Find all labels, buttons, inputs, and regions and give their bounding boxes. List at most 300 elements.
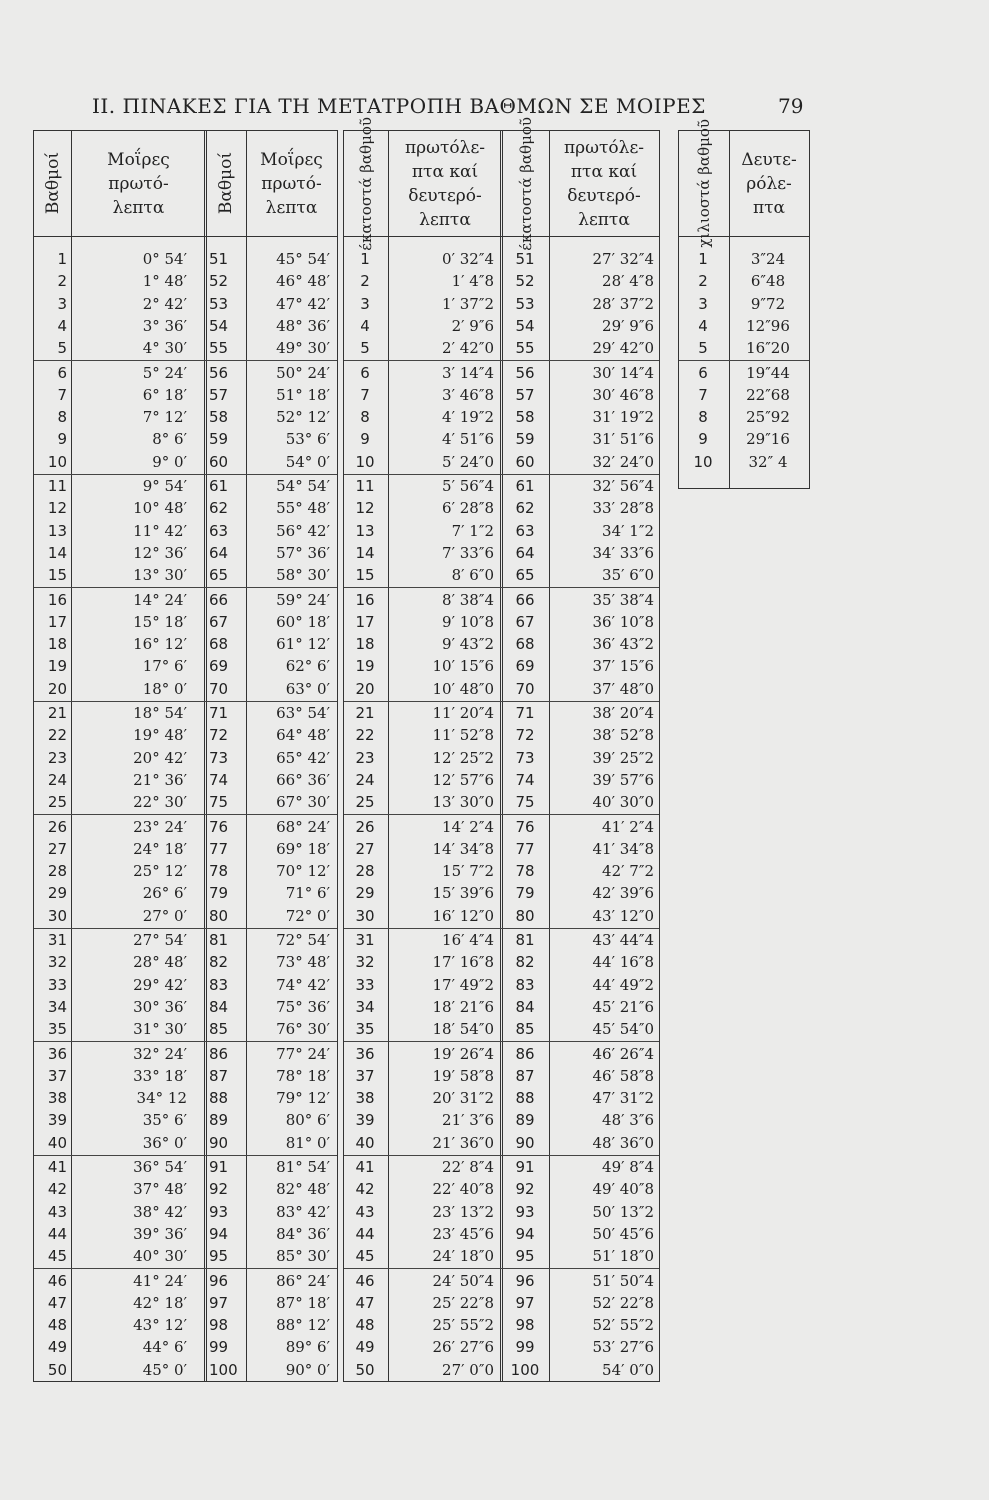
table-row — [34, 1314, 337, 1337]
table-row — [344, 1156, 659, 1179]
grade-cell: 50 — [47, 1360, 67, 1379]
degrees-cell: 34° 12 — [136, 1089, 187, 1108]
minsec-cell: 23′ 13″2 — [432, 1202, 494, 1221]
minsec-cell: 22′ 40″8 — [432, 1180, 494, 1199]
minsec-cell-right: 51′ 50″4 — [592, 1271, 654, 1290]
table-row — [34, 611, 337, 634]
seconds-cell: 32″ 4 — [748, 452, 788, 471]
degrees-cell: 1° 48′ — [142, 272, 187, 291]
grade-cell: 39 — [47, 1111, 67, 1130]
degrees-cell-right: 69° 18′ — [276, 839, 330, 858]
minsec-cell: 15′ 39″6 — [432, 884, 494, 903]
degrees-cell: 6° 18′ — [142, 385, 187, 404]
grade-cell: 46 — [47, 1271, 67, 1290]
hundredths-cell-right: 64 — [515, 543, 535, 562]
minsec-cell-right: 42′ 39″6 — [592, 884, 654, 903]
grade-cell-right: 86 — [209, 1044, 229, 1063]
hundredths-cell-right: 89 — [515, 1111, 535, 1130]
grade-cell-right: 88 — [209, 1089, 229, 1108]
grade-cell-right: 57 — [209, 385, 229, 404]
grades-header-right-label: Βαθμοί — [216, 152, 236, 215]
seconds-header-line1: Δευτε- — [741, 149, 797, 170]
degrees-cell-right: 71° 6′ — [285, 884, 330, 903]
grade-cell: 32 — [47, 953, 67, 972]
degrees-header-left-line3: λεπτα — [112, 197, 165, 218]
minsec-cell: 3′ 46″8 — [442, 385, 494, 404]
table-row — [344, 1223, 659, 1246]
minsec-cell: 18′ 54″0 — [432, 1020, 494, 1039]
minsec-cell-right: 46′ 26″4 — [592, 1044, 654, 1063]
minsec-cell: 1′ 37″2 — [442, 294, 494, 313]
degrees-cell-right: 54° 0′ — [285, 452, 330, 471]
table-row — [34, 747, 337, 770]
degrees-cell: 14° 24′ — [133, 590, 187, 609]
table-row — [344, 974, 659, 997]
minsec-cell-right: 34′ 1″2 — [602, 521, 654, 540]
minsec-cell-right: 36′ 10″8 — [592, 612, 654, 631]
table-row — [344, 769, 659, 792]
minsec-cell-right: 48′ 3″6 — [602, 1111, 654, 1130]
grade-cell: 4 — [57, 316, 67, 335]
table-row — [344, 248, 659, 271]
table-row — [34, 589, 337, 612]
seconds-cell: 25″92 — [746, 408, 790, 427]
table2-body — [344, 237, 659, 1382]
grade-cell: 19 — [47, 657, 67, 676]
degrees-cell: 26° 6′ — [142, 884, 187, 903]
seconds-header — [729, 131, 809, 236]
table-row — [344, 1178, 659, 1201]
hundredths-cell: 46 — [355, 1271, 375, 1290]
degrees-cell-right: 78° 18′ — [276, 1066, 330, 1085]
minsec-cell: 9′ 43″2 — [442, 635, 494, 654]
table-row — [34, 1065, 337, 1088]
table-row — [34, 497, 337, 520]
minsec-header-left — [388, 131, 502, 236]
grade-cell: 34 — [47, 997, 67, 1016]
hundredths-cell: 27 — [355, 839, 375, 858]
degrees-cell: 41° 24′ — [133, 1271, 187, 1290]
grade-cell-right: 79 — [209, 884, 229, 903]
grade-cell-right: 74 — [209, 770, 229, 789]
table-row — [34, 406, 337, 429]
degrees-cell-right: 58° 30′ — [276, 566, 330, 585]
table-row — [679, 337, 809, 360]
hundredths-cell-right: 84 — [515, 997, 535, 1016]
hundredths-cell-right: 98 — [515, 1316, 535, 1335]
hundredths-cell: 33 — [355, 975, 375, 994]
minsec-cell: 5′ 24″0 — [442, 452, 494, 471]
hundredths-cell: 21 — [355, 704, 375, 722]
grades-header — [34, 131, 71, 236]
grade-cell-right: 71 — [209, 704, 229, 722]
minsec-cell: 8′ 38″4 — [442, 590, 494, 609]
grade-cell-right: 66 — [209, 590, 229, 609]
grade-cell-right: 94 — [209, 1224, 229, 1243]
table-row — [344, 315, 659, 338]
degrees-cell: 18° 54′ — [133, 704, 187, 722]
minsec-cell: 6′ 28″8 — [442, 499, 494, 518]
hundredths-cell-right: 81 — [515, 931, 535, 949]
minsec-cell-right: 50′ 13″2 — [592, 1202, 654, 1221]
minsec-cell-right: 45′ 54″0 — [592, 1020, 654, 1039]
minsec-cell: 11′ 52″8 — [432, 726, 494, 745]
minsec-cell-right: 34′ 33″6 — [592, 543, 654, 562]
hundredths-cell-right: 51 — [515, 250, 535, 268]
minsec-cell-right: 43′ 12″0 — [592, 906, 654, 925]
thousandths-cell: 5 — [698, 339, 708, 358]
degrees-cell: 39° 36′ — [133, 1224, 187, 1243]
table-row — [344, 702, 659, 725]
hundredths-header-left — [344, 116, 388, 251]
grade-cell: 1 — [57, 250, 67, 268]
minsec-cell-right: 33′ 28″8 — [592, 499, 654, 518]
degrees-cell-right: 68° 24′ — [276, 817, 330, 836]
hundredths-cell-right: 78 — [515, 862, 535, 881]
minsec-cell: 23′ 45″6 — [432, 1224, 494, 1243]
grade-cell: 44 — [47, 1224, 67, 1243]
table-row — [34, 1292, 337, 1315]
degrees-cell-right: 53° 6′ — [285, 430, 330, 449]
degrees-cell: 30° 36′ — [133, 997, 187, 1016]
degrees-cell-right: 86° 24′ — [276, 1271, 330, 1290]
minsec-cell-right: 28′ 37″2 — [592, 294, 654, 313]
degrees-cell: 24° 18′ — [133, 839, 187, 858]
table-row — [344, 1314, 659, 1337]
degrees-cell: 23° 24′ — [133, 817, 187, 836]
hundredths-cell: 11 — [355, 477, 375, 495]
minsec-cell-right: 47′ 31″2 — [592, 1089, 654, 1108]
degrees-cell-right: 70° 12′ — [276, 862, 330, 881]
table-row — [34, 475, 337, 498]
degrees-cell-right: 46° 48′ — [276, 272, 330, 291]
table-row — [34, 451, 337, 474]
degrees-cell: 21° 36′ — [133, 770, 187, 789]
hundredths-cell-right: 60 — [515, 452, 535, 471]
table-row — [344, 633, 659, 656]
grade-cell-right: 63 — [209, 521, 229, 540]
minsec-cell-right: 32′ 24″0 — [592, 452, 654, 471]
hundredths-cell: 41 — [355, 1158, 375, 1176]
table-row — [34, 860, 337, 883]
minsec-cell: 12′ 57″6 — [432, 770, 494, 789]
table-row — [344, 475, 659, 498]
grade-cell-right: 92 — [209, 1180, 229, 1199]
minsec-cell: 3′ 14″4 — [442, 363, 494, 382]
page-title: II. ΠΙΝΑΚΕΣ ΓΙΑ ΤΗ ΜΕΤΑΤΡΟΠΗ ΒΑΘΜΩΝ ΣΕ ΜΟΙΡΕΣ — [92, 94, 706, 118]
seconds-header-line3: πτα — [752, 197, 786, 218]
degrees-cell: 7° 12′ — [142, 408, 187, 427]
grade-cell: 38 — [47, 1089, 67, 1108]
minsec-cell-right: 41′ 2″4 — [602, 817, 654, 836]
table-row — [679, 270, 809, 293]
minsec-cell-right: 44′ 16″8 — [592, 953, 654, 972]
minsec-cell: 9′ 10″8 — [442, 612, 494, 631]
table-row — [34, 905, 337, 928]
table-row — [679, 384, 809, 407]
minsec-cell-right: 49′ 40″8 — [592, 1180, 654, 1199]
minsec-header-left-line1: πρωτόλε- — [405, 137, 485, 158]
grade-cell-right: 97 — [209, 1293, 229, 1312]
hundredths-cell-right: 96 — [515, 1271, 535, 1290]
hundredths-cell-right: 62 — [515, 499, 535, 518]
grade-cell-right: 53 — [209, 294, 229, 313]
grade-cell-right: 89 — [209, 1111, 229, 1130]
hundredths-cell: 15 — [355, 566, 375, 585]
table-row — [34, 1043, 337, 1066]
degrees-cell-right: 61° 12′ — [276, 635, 330, 654]
grade-cell-right: 95 — [209, 1247, 229, 1266]
grade-cell: 28 — [47, 862, 67, 881]
degrees-cell-right: 47° 42′ — [276, 294, 330, 313]
hundredths-cell: 35 — [355, 1020, 375, 1039]
grades-header-right — [206, 131, 246, 236]
degrees-cell-right: 55° 48′ — [276, 499, 330, 518]
table-row — [34, 564, 337, 587]
degrees-cell: 10° 48′ — [133, 499, 187, 518]
minsec-cell: 21′ 3″6 — [442, 1111, 494, 1130]
grade-cell-right: 78 — [209, 862, 229, 881]
degrees-cell-right: 60° 18′ — [276, 612, 330, 631]
table-row — [344, 929, 659, 952]
degrees-cell-right: 77° 24′ — [276, 1044, 330, 1063]
grade-cell-right: 77 — [209, 839, 229, 858]
hundredths-cell-right: 82 — [515, 953, 535, 972]
thousandths-cell: 1 — [698, 250, 708, 268]
hundredths-cell: 20 — [355, 679, 375, 698]
minsec-cell-right: 52′ 55″2 — [592, 1316, 654, 1335]
minsec-cell: 16′ 12″0 — [432, 906, 494, 925]
grade-cell: 10 — [47, 452, 67, 471]
degrees-cell: 9° 54′ — [142, 477, 187, 495]
hundredths-cell: 3 — [360, 294, 370, 313]
table-row — [34, 769, 337, 792]
hundredths-cell: 40 — [355, 1133, 375, 1152]
grade-cell: 48 — [47, 1316, 67, 1335]
grade-cell-right: 96 — [209, 1271, 229, 1290]
seconds-cell: 12″96 — [746, 316, 790, 335]
degrees-cell-right: 63° 54′ — [276, 704, 330, 722]
degrees-header-left-line1: Μοΐρες — [107, 149, 170, 170]
minsec-cell-right: 37′ 48″0 — [592, 679, 654, 698]
hundredths-cell: 2 — [360, 272, 370, 291]
hundredths-cell: 6 — [360, 363, 370, 382]
table-row — [344, 520, 659, 543]
minsec-cell: 7′ 33″6 — [442, 543, 494, 562]
grade-cell: 31 — [47, 931, 67, 949]
minsec-cell-right: 28′ 4″8 — [602, 272, 654, 291]
grade-cell: 27 — [47, 839, 67, 858]
hundredths-cell: 18 — [355, 635, 375, 654]
hundredths-cell: 12 — [355, 499, 375, 518]
table-row — [34, 633, 337, 656]
degrees-cell-right: 67° 30′ — [276, 793, 330, 812]
hundredths-cell-right: 80 — [515, 906, 535, 925]
grade-cell-right: 80 — [209, 906, 229, 925]
hundredths-cell: 45 — [355, 1247, 375, 1266]
grade-cell-right: 91 — [209, 1158, 229, 1176]
degrees-cell-right: 81° 0′ — [285, 1133, 330, 1152]
hundredths-cell-right: 68 — [515, 635, 535, 654]
degrees-header-right-line3: λεπτα — [265, 197, 318, 218]
table-row — [679, 428, 809, 451]
hundredths-cell: 28 — [355, 862, 375, 881]
table-row — [34, 816, 337, 839]
degrees-cell: 5° 24′ — [142, 363, 187, 382]
table-row — [34, 791, 337, 814]
thousandths-cell: 10 — [693, 452, 713, 471]
minsec-cell-right: 32′ 56″4 — [592, 477, 654, 495]
hundredths-cell-right: 70 — [515, 679, 535, 698]
minsec-cell-right: 35′ 6″0 — [602, 566, 654, 585]
degrees-cell-right: 79° 12′ — [276, 1089, 330, 1108]
degrees-header-right-line1: Μοΐρες — [260, 149, 323, 170]
degrees-cell: 32° 24′ — [133, 1044, 187, 1063]
grade-cell-right: 64 — [209, 543, 229, 562]
table-row — [344, 1270, 659, 1293]
grade-cell-right: 54 — [209, 316, 229, 335]
table-row — [344, 406, 659, 429]
minsec-cell: 1′ 4″8 — [451, 272, 494, 291]
table-row — [344, 655, 659, 678]
degrees-cell: 38° 42′ — [133, 1202, 187, 1221]
hundredths-cell: 9 — [360, 430, 370, 449]
minsec-cell-right: 39′ 57″6 — [592, 770, 654, 789]
hundredths-cell: 25 — [355, 793, 375, 812]
hundredths-cell-right: 63 — [515, 521, 535, 540]
minsec-cell-right: 36′ 43″2 — [592, 635, 654, 654]
minsec-header-right — [549, 131, 659, 236]
minsec-cell-right: 41′ 34″8 — [592, 839, 654, 858]
degrees-cell-right: 82° 48′ — [276, 1180, 330, 1199]
hundredths-cell: 43 — [355, 1202, 375, 1221]
minsec-cell-right: 27′ 32″4 — [592, 250, 654, 268]
grade-cell: 35 — [47, 1020, 67, 1039]
table-row — [34, 1087, 337, 1110]
degrees-cell: 2° 42′ — [142, 294, 187, 313]
hundredths-cell: 32 — [355, 953, 375, 972]
degrees-header-right-line2: πρωτό- — [261, 173, 322, 194]
grade-cell-right: 59 — [209, 430, 229, 449]
table-row — [34, 384, 337, 407]
table-row — [344, 337, 659, 360]
minsec-cell: 22′ 8″4 — [442, 1158, 494, 1176]
table-row — [34, 1245, 337, 1268]
degrees-cell: 44° 6′ — [142, 1338, 187, 1357]
hundredths-cell: 1 — [360, 250, 370, 268]
hundredths-cell-right: 61 — [515, 477, 535, 495]
degrees-cell-right: 57° 36′ — [276, 543, 330, 562]
grade-cell-right: 90 — [209, 1133, 229, 1152]
table-row — [344, 1087, 659, 1110]
hundredths-cell: 14 — [355, 543, 375, 562]
degrees-cell: 45° 0′ — [142, 1360, 187, 1379]
thousandths-header — [679, 119, 729, 248]
thousandths-cell: 3 — [698, 294, 708, 313]
minsec-cell: 2′ 42″0 — [442, 339, 494, 358]
grade-cell: 5 — [57, 339, 67, 358]
grade-cell: 36 — [47, 1044, 67, 1063]
table-row — [344, 1245, 659, 1268]
table-row — [344, 1201, 659, 1224]
table-row — [34, 1359, 337, 1382]
hundredths-header-right-label: έκατοστά βαθμοῦ — [516, 116, 535, 251]
grade-cell-right: 68 — [209, 635, 229, 654]
degrees-cell-right: 51° 18′ — [276, 385, 330, 404]
minsec-header-right-line2: πτα καί — [570, 161, 638, 182]
minsec-cell: 24′ 50″4 — [432, 1271, 494, 1290]
degrees-cell-right: 81° 54′ — [276, 1158, 330, 1176]
minsec-cell-right: 51′ 18″0 — [592, 1247, 654, 1266]
hundredths-cell: 17 — [355, 612, 375, 631]
seconds-cell: 9″72 — [750, 294, 786, 313]
hundredths-cell: 44 — [355, 1224, 375, 1243]
grade-cell: 29 — [47, 884, 67, 903]
hundredths-cell: 13 — [355, 521, 375, 540]
minsec-cell-right: 52′ 22″8 — [592, 1293, 654, 1312]
minsec-cell: 10′ 48″0 — [432, 679, 494, 698]
hundredths-cell-right: 53 — [515, 294, 535, 313]
table-row — [34, 1178, 337, 1201]
grade-cell: 3 — [57, 294, 67, 313]
table-row — [344, 451, 659, 474]
table-row — [344, 1132, 659, 1155]
degrees-cell: 40° 30′ — [133, 1247, 187, 1266]
hundredths-cell-right: 71 — [515, 704, 535, 722]
grade-cell: 15 — [47, 566, 67, 585]
hundredths-cell: 34 — [355, 997, 375, 1016]
minsec-cell: 19′ 58″8 — [432, 1066, 494, 1085]
grade-cell: 26 — [47, 817, 67, 836]
thousandths-cell: 7 — [698, 385, 708, 404]
minsec-header-right-line4: λεπτα — [578, 209, 630, 230]
minsec-cell: 20′ 31″2 — [432, 1089, 494, 1108]
table-row — [34, 293, 337, 316]
minsec-cell-right: 54′ 0″0 — [602, 1360, 654, 1379]
grade-cell: 45 — [47, 1247, 67, 1266]
grade-cell-right: 85 — [209, 1020, 229, 1039]
table-row — [344, 542, 659, 565]
minsec-cell: 12′ 25″2 — [432, 748, 494, 767]
minsec-cell: 27′ 0″0 — [442, 1360, 494, 1379]
hundredths-cell-right: 97 — [515, 1293, 535, 1312]
minsec-header-left-line3: δευτερό- — [408, 185, 482, 206]
minsec-cell-right: 30′ 46″8 — [592, 385, 654, 404]
hundredths-cell-right: 65 — [515, 566, 535, 585]
table-row — [344, 1359, 659, 1382]
hundredths-cell: 24 — [355, 770, 375, 789]
table-row — [34, 1109, 337, 1132]
hundredths-cell: 36 — [355, 1044, 375, 1063]
table-row — [344, 747, 659, 770]
minsec-cell-right: 30′ 14″4 — [592, 363, 654, 382]
table-row — [344, 951, 659, 974]
grade-cell-right: 84 — [209, 997, 229, 1016]
minsec-cell: 14′ 2″4 — [442, 817, 494, 836]
grades-to-degrees-table — [33, 130, 338, 1382]
hundredths-cell: 22 — [355, 726, 375, 745]
degrees-cell: 11° 42′ — [133, 521, 187, 540]
minsec-cell-right: 43′ 44″4 — [592, 931, 654, 949]
seconds-cell: 3″24 — [750, 250, 786, 268]
grade-cell: 8 — [57, 408, 67, 427]
degrees-cell: 43° 12′ — [133, 1316, 187, 1335]
table-row — [34, 428, 337, 451]
grade-cell: 23 — [47, 748, 67, 767]
table-row — [344, 428, 659, 451]
table-row — [344, 1043, 659, 1066]
minsec-cell-right: 31′ 19″2 — [592, 408, 654, 427]
